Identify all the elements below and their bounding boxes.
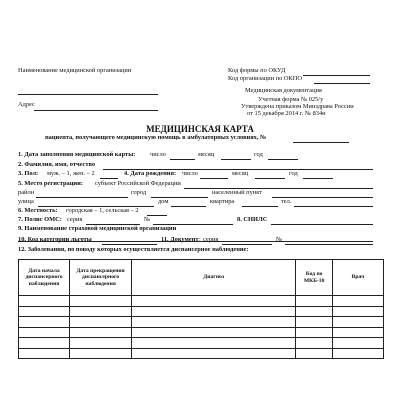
table-cell[interactable]	[296, 348, 333, 359]
table-row	[19, 327, 384, 338]
table-cell[interactable]	[296, 296, 333, 307]
med-doc-label: Медицинская документация	[245, 87, 322, 94]
field-11-colon: :	[199, 236, 201, 243]
col-start-date: Дата начала диспансерного наблюдения	[19, 260, 70, 296]
okud-line	[303, 75, 370, 76]
table-cell[interactable]	[132, 296, 296, 307]
col-doctor: Врач	[332, 260, 383, 296]
field-1-day-label: число	[150, 151, 166, 158]
table-cell[interactable]	[70, 306, 132, 317]
table-cell[interactable]	[132, 317, 296, 328]
table-row	[19, 306, 384, 317]
table-cell[interactable]	[70, 317, 132, 328]
okud-label: Код формы по ОКУД	[228, 67, 286, 74]
field-12-label: 12. Заболевания, по поводу которых осуществляется диспансерное наблюдение:	[18, 246, 249, 253]
table-cell[interactable]	[70, 348, 132, 359]
okpo-line	[314, 83, 370, 84]
field-11-nomer-line	[285, 244, 373, 245]
field-1-day-line	[170, 159, 195, 160]
field-3-options: муж. – 1, жен. – 2	[47, 170, 95, 177]
approved-by: Утверждена приказом Минздрава России	[241, 103, 354, 110]
field-4-year-label: год	[289, 170, 298, 177]
field-6-options: городская – 1, сельская – 2	[66, 207, 139, 214]
table-cell[interactable]	[19, 296, 70, 307]
field-3-label: 3. Пол:	[18, 170, 39, 177]
table-cell[interactable]	[19, 317, 70, 328]
table-cell[interactable]	[19, 306, 70, 317]
table-cell[interactable]	[332, 338, 383, 349]
field-5-ulitsa: улица	[18, 198, 34, 205]
field-10-label: 10. Код категории льготы	[18, 236, 92, 243]
dispensary-table	[18, 259, 384, 359]
address-label: Адрес	[18, 101, 35, 108]
col-diagnosis: Диагноз	[132, 260, 296, 296]
table-row	[19, 296, 384, 307]
approved-date: от 15 декабря 2014 г. № 834н	[247, 110, 326, 117]
table-cell[interactable]	[332, 296, 383, 307]
field-6-label: 6. Местность:	[18, 207, 58, 214]
field-4-month-label: месяц	[232, 170, 249, 177]
table-cell[interactable]	[296, 306, 333, 317]
field-5-dom-line	[171, 206, 206, 207]
table-row	[19, 348, 384, 359]
field-4-month-line	[255, 178, 285, 179]
field-11-seriya: серия	[203, 236, 219, 243]
org-name-line	[18, 94, 158, 95]
field-5-kvartira-line	[242, 206, 278, 207]
field-4-label: 4. Дата рождения:	[124, 170, 177, 177]
field-5-label: 5. Место регистрации:	[18, 180, 83, 187]
col-icd-code: Код по МКБ-10	[296, 260, 333, 296]
field-11-nomer: №	[276, 236, 283, 243]
field-4-year-line	[303, 178, 333, 179]
field-1-year-label: год	[254, 151, 263, 158]
table-cell[interactable]	[70, 327, 132, 338]
address-line	[34, 110, 158, 111]
field-1-month-line	[221, 159, 251, 160]
field-5-subject: субъект Российской Федерации	[95, 180, 181, 187]
field-8-label: 8. СНИЛС	[237, 216, 268, 223]
field-2-label: 2. Фамилия, имя, отчество	[18, 161, 96, 168]
okpo-label: Код организации по ОКПО	[228, 75, 303, 82]
table-cell[interactable]	[132, 348, 296, 359]
table-row	[19, 317, 384, 328]
field-10-line	[102, 244, 157, 245]
field-1-label: 1. Дата заполнения медицинской карты:	[18, 151, 136, 158]
field-5-dom: дом	[158, 198, 169, 205]
table-cell[interactable]	[132, 306, 296, 317]
table-cell[interactable]	[332, 306, 383, 317]
table-cell[interactable]	[296, 338, 333, 349]
table-cell[interactable]	[332, 327, 383, 338]
table-cell[interactable]	[332, 317, 383, 328]
field-3-line	[100, 178, 118, 179]
field-4-day-label: число	[182, 170, 198, 177]
form-number: Учетная форма № 025/у	[258, 96, 324, 103]
field-5-kvartira: квартира	[210, 198, 235, 205]
field-5-rayon-line	[36, 197, 128, 198]
table-cell[interactable]	[19, 327, 70, 338]
field-5-rayon: район	[18, 189, 35, 196]
field-9-label: 9. Наименование страховой медицинской организации	[18, 225, 177, 232]
table-cell[interactable]	[70, 296, 132, 307]
table-cell[interactable]	[296, 327, 333, 338]
table-row	[19, 338, 384, 349]
col-end-date: Дата прекращения диспансерного наблюдения	[70, 260, 132, 296]
table-cell[interactable]	[70, 338, 132, 349]
table-cell[interactable]	[296, 317, 333, 328]
field-11-seriya-line	[222, 244, 272, 245]
field-4-day-line	[200, 178, 228, 179]
field-11-label: 11. Документ	[161, 236, 199, 243]
page-subtitle: пациента, получающего медицинскую помощь в амбулаторных условиях, №	[45, 134, 267, 141]
field-5-tel: тел.	[281, 198, 292, 205]
field-1-month-label: месяц	[198, 151, 215, 158]
table-cell[interactable]	[132, 338, 296, 349]
field-5-gorod: город	[131, 189, 147, 196]
field-5-tel-line	[294, 206, 373, 207]
card-number-line	[293, 142, 349, 143]
field-8-line	[271, 224, 373, 225]
table-cell[interactable]	[332, 348, 383, 359]
table-cell[interactable]	[19, 348, 70, 359]
org-name-label: Наименование медицинской организации	[18, 67, 132, 74]
table-cell[interactable]	[132, 327, 296, 338]
page-title: МЕДИЦИНСКАЯ КАРТА	[146, 124, 254, 134]
field-5-punkt: населенный пункт	[212, 189, 263, 196]
field-7-seriya: серия	[67, 216, 83, 223]
table-header-row	[19, 260, 384, 296]
field-7-nomer: №	[144, 216, 151, 223]
table-cell[interactable]	[19, 338, 70, 349]
field-1-year-line	[268, 159, 298, 160]
field-7-label: 7. Полис ОМС:	[18, 216, 62, 223]
